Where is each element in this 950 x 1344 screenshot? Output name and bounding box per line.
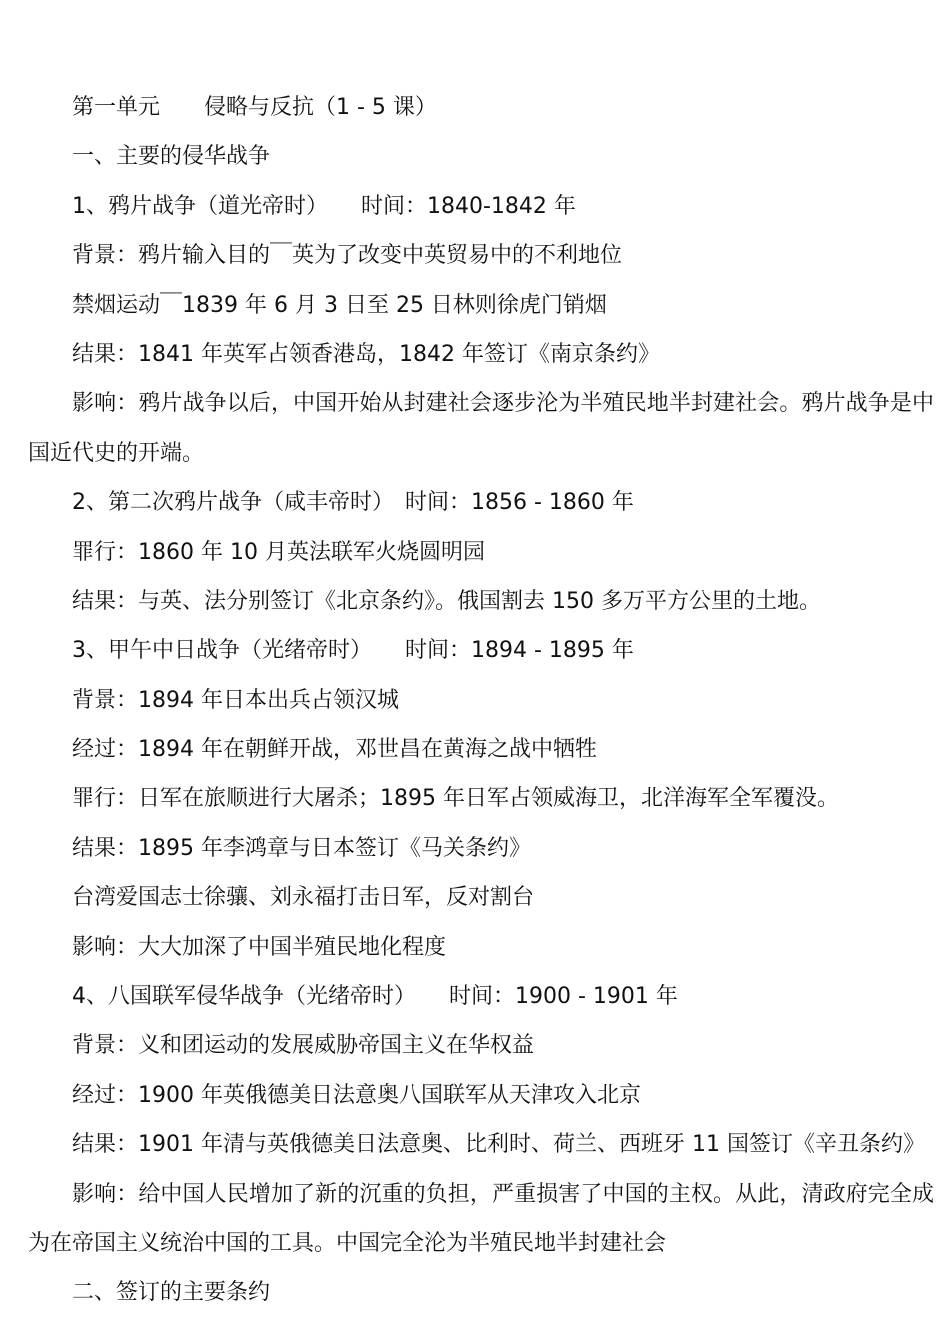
second-opium-war-crime: 罪行：1860 年 10 月英法联军火烧圆明园 (72, 539, 485, 565)
opium-war-title: 1、鸦片战争（道光帝时） 时间：1840-1842 年 (72, 193, 576, 219)
eight-nation-war-title: 4、八国联军侵华战争（光绪帝时） 时间：1900 - 1901 年 (72, 984, 678, 1010)
opium-war-background: 背景：鸦片输入目的￣英为了改变中英贸易中的不利地位 (72, 243, 623, 269)
eight-nation-war-result: 结果：1901 年清与英俄德美日法意奥、比利时、荷兰、西班牙 11 国签订《辛丑条约》 (72, 1132, 925, 1158)
sino-japanese-war-course: 经过：1894 年在朝鲜开战，邓世昌在黄海之战中牺牲 (72, 737, 597, 763)
eight-nation-war-impact: 影响：给中国人民增加了新的沉重的负担，严重损害了中国的主权。从此，清政府完全成 (72, 1181, 934, 1207)
eight-nation-war-background: 背景：义和团运动的发展威胁帝国主义在华权益 (72, 1033, 535, 1059)
opium-ban-movement: 禁烟运动￣1839 年 6 月 3 日至 25 日林则徐虎门销烟 (72, 292, 607, 318)
sino-japanese-war-result: 结果：1895 年李鸿章与日本签订《马关条约》 (72, 835, 531, 861)
sino-japanese-war-crime: 罪行：日军在旅顺进行大屠杀；1895 年日军占领威海卫，北洋海军全军覆没。 (72, 786, 839, 812)
taiwan-resistance: 台湾爱国志士徐骧、刘永福打击日军，反对割台 (72, 885, 535, 911)
eight-nation-war-impact-continued: 为在帝国主义统治中国的工具。中国完全沦为半殖民地半封建社会 (28, 1230, 667, 1256)
section-heading-treaties: 二、签订的主要条约 (72, 1280, 271, 1306)
second-opium-war-result: 结果：与英、法分别签订《北京条约》。俄国割去 150 多万平方公里的土地。 (72, 588, 821, 614)
sino-japanese-war-background: 背景：1894 年日本出兵占领汉城 (72, 687, 399, 713)
second-opium-war-title: 2、第二次鸦片战争（咸丰帝时） 时间：1856 - 1860 年 (72, 490, 634, 516)
sino-japanese-war-impact: 影响：大大加深了中国半殖民地化程度 (72, 934, 447, 960)
opium-war-result: 结果：1841 年英军占领香港岛，1842 年签订《南京条约》 (72, 341, 660, 367)
opium-war-impact-continued: 国近代史的开端。 (28, 440, 205, 466)
opium-war-impact: 影响：鸦片战争以后，中国开始从封建社会逐步沦为半殖民地半封建社会。鸦片战争是中 (72, 391, 934, 417)
document-body (28, 83, 934, 1318)
unit-heading: 第一单元 侵略与反抗（1 - 5 课） (72, 95, 437, 120)
section-heading-wars: 一、主要的侵华战争 (72, 144, 271, 170)
eight-nation-war-course: 经过：1900 年英俄德美日法意奥八国联军从天津攻入北京 (72, 1082, 641, 1108)
sino-japanese-war-title: 3、甲午中日战争（光绪帝时） 时间：1894 - 1895 年 (72, 638, 634, 664)
